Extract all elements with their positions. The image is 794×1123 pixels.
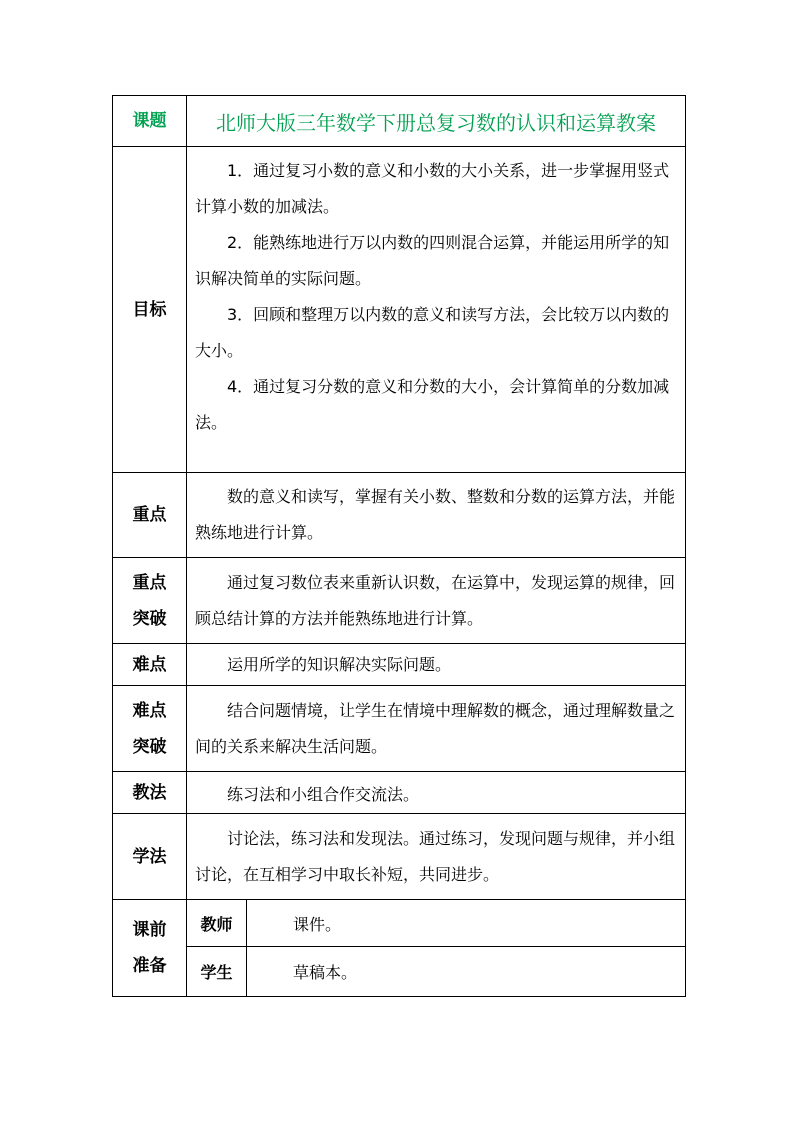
- goal-item: 3．回顾和整理万以内数的意义和读写方法，会比较万以内数的大小。: [195, 305, 670, 360]
- lesson-plan-table: [112, 95, 686, 997]
- learning-method-label: 学法: [113, 814, 187, 900]
- key-break-label-line2: 突破: [132, 608, 167, 629]
- student-preparation: 草稿本。: [247, 947, 686, 997]
- preparation-label: [113, 900, 187, 997]
- teaching-method-row: [113, 772, 686, 814]
- difficulty-break-label-line2: 突破: [132, 736, 167, 757]
- preparation-teacher-row: [113, 900, 686, 947]
- goals-label: 目标: [113, 147, 187, 473]
- key-point-text: 数的意义和读写，掌握有关小数、整数和分数的运算方法，并能熟练地进行计算。: [195, 487, 676, 542]
- difficulty-break-text: 结合问题情境，让学生在情境中理解数的概念，通过理解数量之间的关系来解决生活问题。: [195, 700, 676, 756]
- goal-item: 4．通过复习分数的意义和分数的大小，会计算简单的分数加减法。: [195, 377, 670, 432]
- preparation-label-line2: 准备: [132, 956, 167, 976]
- teacher-preparation: 课件。: [247, 900, 686, 947]
- key-point-label: 重点: [113, 473, 187, 558]
- difficulty-break-row: [113, 686, 686, 772]
- difficulty-label: 难点: [113, 644, 187, 686]
- goals-row: [113, 147, 686, 473]
- learning-method-text: 讨论法，练习法和发现法。通过练习，发现问题与规律，并小组讨论，在互相学习中取长补短，共同进步。: [195, 828, 676, 884]
- teaching-method-text: 练习法和小组合作交流法。: [227, 784, 420, 804]
- learning-method-row: [113, 814, 686, 900]
- lesson-title: 北师大版三年数学下册总复习数的认识和运算教案: [187, 96, 686, 147]
- preparation-student-row: [113, 947, 686, 997]
- difficulty-break-content: [187, 686, 686, 772]
- difficulty-content: [187, 644, 686, 686]
- difficulty-break-label-line1: 难点: [132, 700, 167, 721]
- key-break-text: 通过复习数位表来重新认识数，在运算中，发现运算的规律，回顾总结计算的方法并能熟练地进行计算。: [195, 572, 676, 628]
- title-row: [113, 96, 686, 147]
- difficulty-break-label: [113, 686, 187, 772]
- difficulty-row: [113, 644, 686, 686]
- goal-item: 2．能熟练地进行万以内数的四则混合运算，并能运用所学的知识解决简单的实际问题。: [195, 233, 670, 288]
- teaching-method-label: 教法: [113, 772, 187, 814]
- key-point-content: [187, 473, 686, 558]
- lesson-plan-sheet: [112, 95, 685, 997]
- key-break-label-line1: 重点: [132, 572, 167, 593]
- teaching-method-content: [187, 772, 686, 814]
- key-break-row: [113, 558, 686, 644]
- title-label: 课题: [113, 96, 187, 147]
- teacher-label: 教师: [187, 900, 247, 947]
- goal-item: 1．通过复习小数的意义和小数的大小关系，进一步掌握用竖式计算小数的加减法。: [195, 161, 670, 216]
- student-label: 学生: [187, 947, 247, 997]
- goals-content: [187, 147, 686, 473]
- preparation-label-line1: 课前: [132, 920, 167, 940]
- learning-method-content: [187, 814, 686, 900]
- difficulty-text: 运用所学的知识解决实际问题。: [227, 654, 452, 674]
- key-break-content: [187, 558, 686, 644]
- key-point-row: [113, 473, 686, 558]
- key-break-label: [113, 558, 187, 644]
